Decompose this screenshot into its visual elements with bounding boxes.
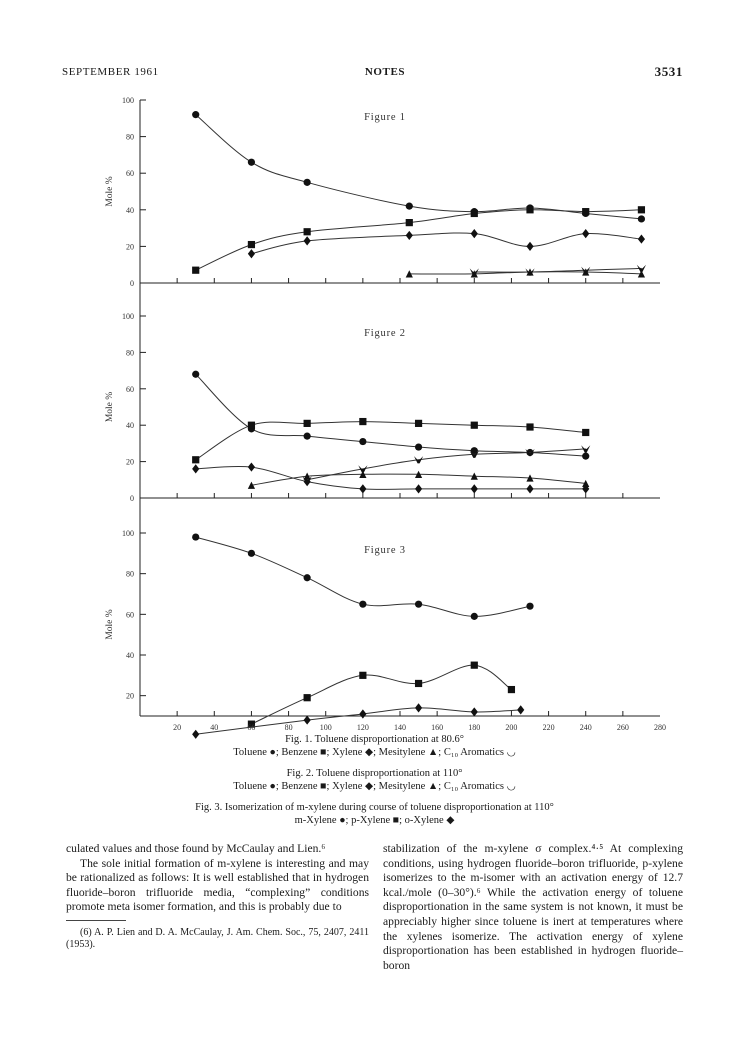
data-point [248, 159, 255, 166]
data-point [638, 206, 645, 213]
data-point [526, 484, 533, 493]
data-point [471, 484, 478, 493]
data-point [248, 462, 255, 471]
y-tick-label: 80 [126, 348, 134, 358]
y-axis-label: Mole % [105, 176, 115, 207]
y-tick-label: 0 [130, 494, 134, 503]
data-point [406, 231, 413, 240]
data-point [582, 229, 589, 238]
data-point [359, 672, 366, 679]
data-point [638, 215, 645, 222]
fig2-legend: Toluene ●; Benzene ■; Xylene ◆; Mesitylene ▲; C₁₀ Aromatics ◡ [233, 781, 516, 792]
panel-title: Figure 1 [364, 112, 406, 123]
x-tick-label: 20 [173, 723, 182, 732]
page-number: 3531 [654, 64, 683, 79]
data-point [304, 715, 311, 724]
x-tick-label: 220 [542, 723, 555, 732]
data-point [471, 229, 478, 238]
data-point [526, 206, 533, 213]
data-point [471, 613, 478, 620]
y-tick-label: 60 [126, 610, 134, 620]
data-point [406, 219, 413, 226]
data-point [192, 111, 199, 118]
running-header-journal-date: SEPTEMBER 1961 [62, 66, 159, 78]
paragraph: culated values and those found by McCaulay and Lien.⁶ [66, 842, 326, 855]
data-point [582, 429, 589, 436]
data-point [582, 208, 589, 215]
x-tick-label: 280 [654, 723, 666, 732]
y-tick-label: 0 [130, 279, 134, 288]
data-point [304, 179, 311, 186]
data-point [582, 453, 589, 460]
data-point [248, 422, 255, 429]
data-point [415, 484, 422, 493]
data-point [192, 464, 199, 473]
text-column-right [383, 842, 683, 973]
paragraph: The sole initial formation of m-xylene is interesting and may be rationalized as follows: It is well established that in hydrogen fluoride–boron trifluoride media, “complexing” conditions promote meta isomer formation, and this is probably due to [66, 856, 369, 914]
fig2-caption [0, 767, 749, 793]
y-tick-label: 80 [126, 569, 134, 579]
x-tick-label: 80 [284, 723, 293, 732]
running-header-section: NOTES [364, 66, 406, 78]
data-point [304, 574, 311, 581]
panel-title: Figure 3 [364, 545, 406, 556]
fig2-title: Fig. 2. Toluene disproportionation at 110° [286, 768, 463, 779]
paragraph: stabilization of the m-xylene σ complex.⁴·⁵ At complexing conditions, using hydrogen fluoride–boron trifluoride, p-xylene isomerizes to the m-isomer with an activation energy of 12.7 kcal./mole (0–30°).⁶ While the activation energy of toluene disproportionation in the same system is not known, it must be appreciably higher since toluene is inert at temperatures where the xylenes isomerize. The activation energy of xylene disproportionation has been established in hydrogen fluoride–boron [383, 842, 683, 972]
data-point [526, 242, 533, 251]
footnote: (6) A. P. Lien and D. A. McCaulay, J. Am. Chem. Soc., 75, 2407, 2411 (1953). [66, 926, 369, 951]
data-point [359, 418, 366, 425]
data-point [192, 371, 199, 378]
x-tick-label: 180 [468, 723, 481, 732]
data-point [638, 234, 645, 243]
y-tick-label: 100 [122, 96, 134, 105]
data-point [471, 707, 478, 716]
data-point [415, 601, 422, 608]
data-point [248, 241, 255, 248]
data-point [526, 603, 533, 610]
y-tick-label: 20 [126, 457, 134, 467]
data-point [415, 680, 422, 687]
y-tick-label: 40 [126, 421, 134, 431]
series-curve [196, 115, 642, 219]
y-tick-label: 20 [126, 242, 134, 252]
series-curve [474, 268, 641, 272]
fig1-caption [0, 733, 749, 759]
data-point [304, 228, 311, 235]
x-tick-label: 140 [394, 723, 406, 732]
data-point [526, 423, 533, 430]
series-curve [251, 233, 641, 254]
x-tick-label: 60 [247, 723, 256, 732]
x-tick-label: 200 [505, 723, 518, 732]
data-point [471, 422, 478, 429]
y-tick-label: 20 [126, 691, 134, 701]
data-point [471, 210, 478, 217]
data-point [358, 465, 367, 472]
data-point [517, 705, 524, 714]
data-point [248, 249, 255, 258]
fig3-title: Fig. 3. Isomerization of m-xylene during course of toluene disproportionation at 110° [195, 802, 554, 813]
fig3-legend: m-Xylene ●; p-Xylene ■; o-Xylene ◆ [294, 815, 455, 826]
data-point [248, 550, 255, 557]
data-point [406, 203, 413, 210]
data-point [359, 709, 366, 718]
data-point [192, 533, 199, 540]
y-tick-label: 80 [126, 132, 134, 142]
data-point [415, 703, 422, 712]
y-tick-label: 100 [122, 312, 134, 321]
x-tick-label: 160 [431, 723, 444, 732]
series-curve [196, 210, 642, 270]
fig1-title: Fig. 1. Toluene disproportionation at 80.6° [285, 734, 464, 745]
y-tick-label: 40 [126, 651, 134, 660]
panel-title: Figure 2 [364, 328, 406, 339]
x-tick-label: 240 [579, 723, 592, 732]
data-point [304, 420, 311, 427]
fig1-legend: Toluene ●; Benzene ■; Xylene ◆; Mesitylene ▲; C₁₀ Aromatics ◡ [233, 747, 516, 758]
data-point [415, 420, 422, 427]
series-curve [196, 374, 586, 456]
y-tick-label: 60 [126, 384, 134, 394]
data-point [471, 662, 478, 669]
y-axis-label: Mole % [105, 391, 115, 423]
footnote-divider [66, 920, 126, 921]
data-point [192, 456, 199, 463]
y-axis-label: Mole % [105, 609, 115, 640]
y-tick-label: 60 [126, 169, 134, 179]
data-point [508, 686, 515, 693]
data-point [359, 601, 366, 608]
x-tick-label: 260 [616, 723, 629, 732]
data-point [415, 443, 422, 450]
data-point [304, 694, 311, 701]
series-curve [251, 665, 511, 724]
x-tick-label: 40 [210, 723, 219, 732]
x-tick-label: 100 [319, 723, 332, 732]
data-point [192, 267, 199, 274]
data-point [304, 433, 311, 440]
y-tick-label: 40 [126, 205, 134, 215]
y-tick-label: 100 [122, 529, 134, 538]
data-point [304, 236, 311, 245]
fig3-caption [0, 801, 749, 827]
text-column-left [66, 842, 369, 952]
x-tick-label: 120 [356, 723, 369, 732]
data-point [359, 438, 366, 445]
data-point [359, 484, 366, 493]
